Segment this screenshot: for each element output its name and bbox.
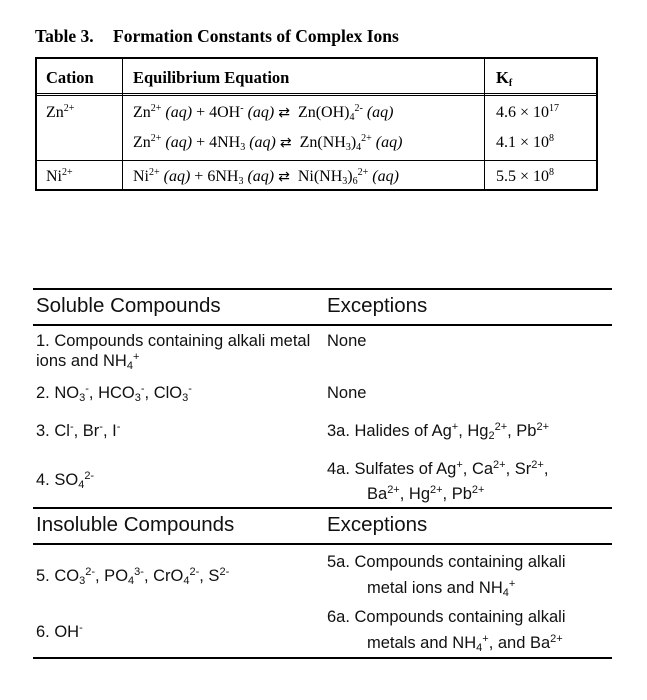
exception-1: None — [327, 332, 367, 350]
exception-5a-line1: 5a. Compounds containing alkali — [327, 553, 566, 571]
insoluble-rule-5: 5. $CO_3^{2-}$, $PO_4^{3-}$, CrO$_4^{2-}$, $S^{2-}$ — [36, 566, 230, 587]
exception-2: None — [327, 384, 367, 402]
exception-3a: 3a. Halides of Ag+, $Hg_2^{2+}$, $Pb^{2+}$ — [327, 421, 550, 442]
soluble-compounds-header: Soluble Compounds — [36, 294, 221, 317]
header-equation: Equilibrium Equation — [133, 68, 290, 87]
soluble-rule-3: 3. Cl-, Br-, I- — [36, 421, 121, 440]
exception-6a-line2: metals and $NH_4^+$, and $Ba^{2+}$ — [367, 633, 563, 654]
soluble-rule-4: 4. $SO_4^{2-}$ — [36, 470, 95, 491]
header-cation: Cation — [46, 68, 94, 87]
section-rule — [33, 507, 612, 509]
row-rule — [37, 160, 596, 161]
row2-kf: $4.1 \times 10^8$ — [496, 133, 555, 151]
row1-equation: $Zn^{2+}$ (aq) + 4OH- (aq) ⇄ $Zn(OH)_4^{2-}$ (aq) — [133, 103, 394, 123]
table3-title: Formation Constants of Complex Ions — [113, 26, 399, 46]
column-divider — [122, 59, 123, 189]
table-top-rule — [33, 288, 612, 290]
exceptions-header-2: Exceptions — [327, 513, 428, 536]
exceptions-header: Exceptions — [327, 294, 428, 317]
row3-kf: $5.5 \times 10^8$ — [496, 167, 555, 185]
header-rule — [33, 324, 612, 326]
exception-4a-line1: 4a. Sulfates of Ag+, $Ca^{2+}$, $Sr^{2+}$, — [327, 459, 549, 478]
equilibrium-arrow-icon: ⇄ — [278, 105, 290, 121]
soluble-rule-2: 2. $NO_3^-$, $HCO_3^-$, ClO$_3$- — [36, 383, 192, 404]
exception-5a-line2: metal ions and $NH_4^+$ — [367, 578, 516, 599]
insoluble-rule-6: 6. OH- — [36, 622, 83, 641]
row1-cation: $Zn^{2+}$ — [46, 103, 75, 121]
header-rule-2 — [33, 543, 612, 545]
table3-caption — [35, 26, 399, 47]
exception-6a-line1: 6a. Compounds containing alkali — [327, 608, 566, 626]
header-rule — [37, 93, 596, 96]
table-bottom-rule — [33, 657, 612, 659]
table3-number: Table 3. — [35, 26, 94, 46]
row2-equation: $Zn^{2+}$ $(aq) + 4NH_3$ (aq) ⇄ $Zn(NH_3)_4^{2+}$ (aq) — [133, 133, 403, 153]
header-kf: $K_f$ — [496, 68, 513, 89]
equilibrium-arrow-icon: ⇄ — [279, 135, 292, 151]
column-divider — [484, 59, 485, 189]
insoluble-compounds-header: Insoluble Compounds — [36, 513, 235, 536]
exception-4a-line2: $Ba^{2+}$, $Hg^{2+}$, $Pb^{2+}$ — [367, 484, 485, 503]
solubility-rules-table — [33, 288, 612, 660]
row1-kf: $4.6 \times 10^{17}$ — [496, 103, 560, 121]
row3-cation: $Ni^{2+}$ — [46, 167, 73, 185]
row3-equation: $Ni^{2+}$ $(aq) + 6NH_3$ (aq) ⇄ $Ni(NH_3)_6^{2+}$ (aq) — [133, 167, 399, 187]
soluble-rule-1: 1. Compounds containing alkali metal ions and $NH_4^+$ — [36, 332, 311, 372]
formation-constants-table — [35, 57, 598, 191]
equilibrium-arrow-icon: ⇄ — [278, 169, 290, 185]
